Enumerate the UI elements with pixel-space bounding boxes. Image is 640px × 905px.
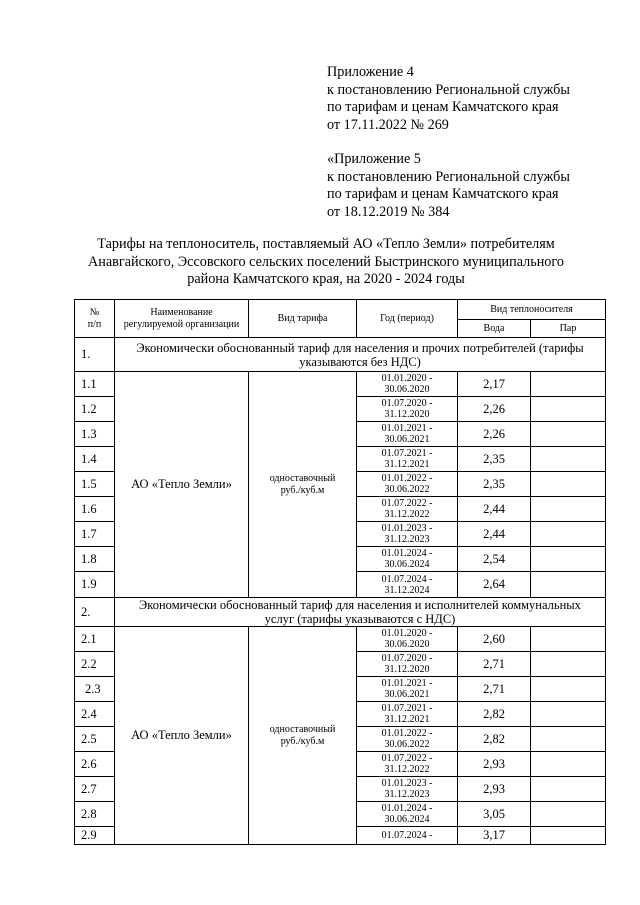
header-org-line1: Наименование	[150, 306, 213, 318]
period	[357, 627, 458, 652]
row-number: 2.8	[75, 802, 115, 827]
row-number: 1.2	[75, 397, 115, 422]
period	[357, 752, 458, 777]
steam-tariff	[531, 627, 606, 652]
row-number: 2.1	[75, 627, 115, 652]
title-line: Тарифы на теплоноситель, поставляемый АО «Тепло Земли» потребителям	[97, 236, 555, 252]
row-number: 1.4	[75, 447, 115, 472]
steam-tariff	[531, 397, 606, 422]
period	[357, 727, 458, 752]
organization-name: АО «Тепло Земли»	[115, 372, 249, 598]
header-carrier: Вид теплоносителя	[458, 300, 606, 320]
period-start: 01.07.2020 -	[381, 398, 433, 409]
appendix-line: к постановлению Региональной службы	[327, 168, 570, 185]
tariff-table	[74, 299, 606, 845]
water-tariff: 2,26	[458, 397, 531, 422]
row-number: 1.6	[75, 497, 115, 522]
row-number: 2.4	[75, 702, 115, 727]
appendix-line: Приложение 4	[327, 64, 414, 80]
period-start: 01.01.2023 -	[381, 778, 433, 789]
period-start: 01.01.2024 -	[381, 803, 433, 814]
period-end: 30.06.2020	[384, 384, 430, 395]
period-start: 01.07.2022 -	[381, 753, 433, 764]
period	[357, 372, 458, 397]
period-start: 01.01.2020 -	[381, 373, 433, 384]
period-end: 30.06.2024	[384, 814, 430, 825]
appendix-line: от 17.11.2022 № 269	[327, 116, 449, 133]
period-end: 31.12.2021	[384, 714, 430, 725]
header-steam: Пар	[531, 320, 606, 338]
tariff-type	[249, 627, 357, 845]
period	[357, 802, 458, 827]
header-org-line2: регулируемой организации	[123, 318, 240, 330]
steam-tariff	[531, 752, 606, 777]
period-start: 01.07.2024 -	[381, 830, 433, 841]
period-end: 30.06.2021	[384, 689, 430, 700]
row-number: 1.3	[75, 422, 115, 447]
period-end: 31.12.2021	[384, 459, 430, 470]
steam-tariff	[531, 702, 606, 727]
period	[357, 422, 458, 447]
steam-tariff	[531, 727, 606, 752]
title-line: Анавгайского, Эссовского сельских поселений Быстринского муниципального	[88, 253, 564, 270]
period-end: 31.12.2020	[384, 409, 430, 420]
water-tariff: 2,44	[458, 522, 531, 547]
period-start: 01.01.2023 -	[381, 523, 433, 534]
header-water: Вода	[458, 320, 531, 338]
water-tariff: 2,82	[458, 727, 531, 752]
steam-tariff	[531, 547, 606, 572]
period-end: 30.06.2021	[384, 434, 430, 445]
steam-tariff	[531, 472, 606, 497]
appendix-line: по тарифам и ценам Камчатского края	[327, 186, 559, 203]
period-start: 01.07.2022 -	[381, 498, 433, 509]
section-row	[75, 598, 606, 627]
water-tariff: 2,71	[458, 652, 531, 677]
appendix-line: от 18.12.2019 № 384	[327, 203, 450, 220]
period-end: 30.06.2022	[384, 484, 430, 495]
steam-tariff	[531, 777, 606, 802]
period-start: 01.01.2024 -	[381, 548, 433, 559]
steam-tariff	[531, 652, 606, 677]
steam-tariff	[531, 827, 606, 845]
period	[357, 677, 458, 702]
table-row	[75, 627, 606, 652]
water-tariff: 2,35	[458, 472, 531, 497]
period-start: 01.01.2021 -	[381, 678, 433, 689]
period-start: 01.07.2024 -	[381, 573, 433, 585]
period-start: 01.07.2021 -	[381, 703, 433, 714]
appendix-line: «Приложение 5	[327, 151, 421, 167]
appendix-original	[327, 151, 627, 221]
row-number: 2.5	[75, 727, 115, 752]
period-start: 01.01.2022 -	[381, 473, 433, 484]
water-tariff: 2,26	[458, 422, 531, 447]
period	[357, 702, 458, 727]
steam-tariff	[531, 372, 606, 397]
row-number: 1.1	[75, 372, 115, 397]
tariff-type	[249, 372, 357, 598]
tariff-type-line2: руб./куб.м	[280, 735, 325, 747]
section-number: 1.	[75, 338, 115, 372]
water-tariff: 2,71	[458, 677, 531, 702]
water-tariff: 2,17	[458, 372, 531, 397]
period	[357, 522, 458, 547]
row-number: 1.8	[75, 547, 115, 572]
row-number: 2.9	[75, 827, 115, 845]
period-end: 30.06.2024	[384, 559, 430, 570]
header-num-line1: №	[89, 306, 100, 318]
period	[357, 652, 458, 677]
section-title: Экономически обоснованный тариф для населения и прочих потребителей (тарифы указываются без НДС)	[115, 338, 606, 372]
water-tariff: 2,93	[458, 777, 531, 802]
organization-name: АО «Тепло Земли»	[115, 627, 249, 845]
section-title: Экономически обоснованный тариф для населения и исполнителей коммунальных услуг (тарифы указываются с НДС)	[115, 598, 606, 627]
header-num	[75, 300, 115, 338]
steam-tariff	[531, 422, 606, 447]
period	[357, 777, 458, 802]
period-end: 31.12.2023	[384, 534, 430, 545]
water-tariff: 2,60	[458, 627, 531, 652]
appendix-line: к постановлению Региональной службы	[327, 81, 570, 98]
header-tariff-type: Вид тарифа	[249, 300, 357, 338]
row-number: 1.5	[75, 472, 115, 497]
tariff-type-line1: одноставочный	[269, 723, 336, 735]
steam-tariff	[531, 497, 606, 522]
steam-tariff	[531, 572, 606, 598]
appendix-line: по тарифам и ценам Камчатского края	[327, 99, 559, 116]
period-start: 01.01.2021 -	[381, 423, 433, 434]
period-end: 31.12.2022	[384, 764, 430, 775]
document-title	[60, 236, 592, 289]
steam-tariff	[531, 802, 606, 827]
period	[357, 497, 458, 522]
period	[357, 472, 458, 497]
period-end: 31.12.2024	[384, 584, 430, 596]
header-org	[115, 300, 249, 338]
row-number: 2.7	[75, 777, 115, 802]
water-tariff: 3,05	[458, 802, 531, 827]
period-end: 31.12.2022	[384, 509, 430, 520]
steam-tariff	[531, 677, 606, 702]
period	[357, 572, 458, 598]
period-end: 31.12.2023	[384, 789, 430, 800]
period-start: 01.01.2020 -	[381, 628, 433, 639]
appendix-current	[327, 64, 627, 134]
period-start: 01.01.2022 -	[381, 728, 433, 739]
table-row	[75, 372, 606, 397]
section-row	[75, 338, 606, 372]
tariff-table-body	[75, 300, 606, 845]
header-period: Год (период)	[357, 300, 458, 338]
water-tariff: 2,64	[458, 572, 531, 598]
section-number: 2.	[75, 598, 115, 627]
water-tariff: 2,82	[458, 702, 531, 727]
period	[357, 547, 458, 572]
row-number: 1.9	[75, 572, 115, 598]
period	[357, 397, 458, 422]
row-number: 2.2	[75, 652, 115, 677]
period-end: 31.12.2020	[384, 664, 430, 675]
water-tariff: 2,93	[458, 752, 531, 777]
period-start: 01.07.2020 -	[381, 653, 433, 664]
water-tariff: 3,17	[458, 827, 531, 845]
steam-tariff	[531, 447, 606, 472]
water-tariff: 2,54	[458, 547, 531, 572]
title-line: района Камчатского края, на 2020 - 2024 годы	[187, 271, 465, 288]
period-start: 01.07.2021 -	[381, 448, 433, 459]
row-number: 2.6	[75, 752, 115, 777]
water-tariff: 2,35	[458, 447, 531, 472]
header-num-line2: п/п	[87, 318, 102, 330]
row-number: 1.7	[75, 522, 115, 547]
period	[357, 447, 458, 472]
tariff-type-line2: руб./куб.м	[280, 484, 325, 496]
period-end: 30.06.2020	[384, 639, 430, 650]
water-tariff: 2,44	[458, 497, 531, 522]
tariff-type-line1: одноставочный	[269, 472, 336, 484]
period-end: 30.06.2022	[384, 739, 430, 750]
period	[357, 827, 458, 845]
row-number: 2.3	[75, 677, 115, 702]
steam-tariff	[531, 522, 606, 547]
